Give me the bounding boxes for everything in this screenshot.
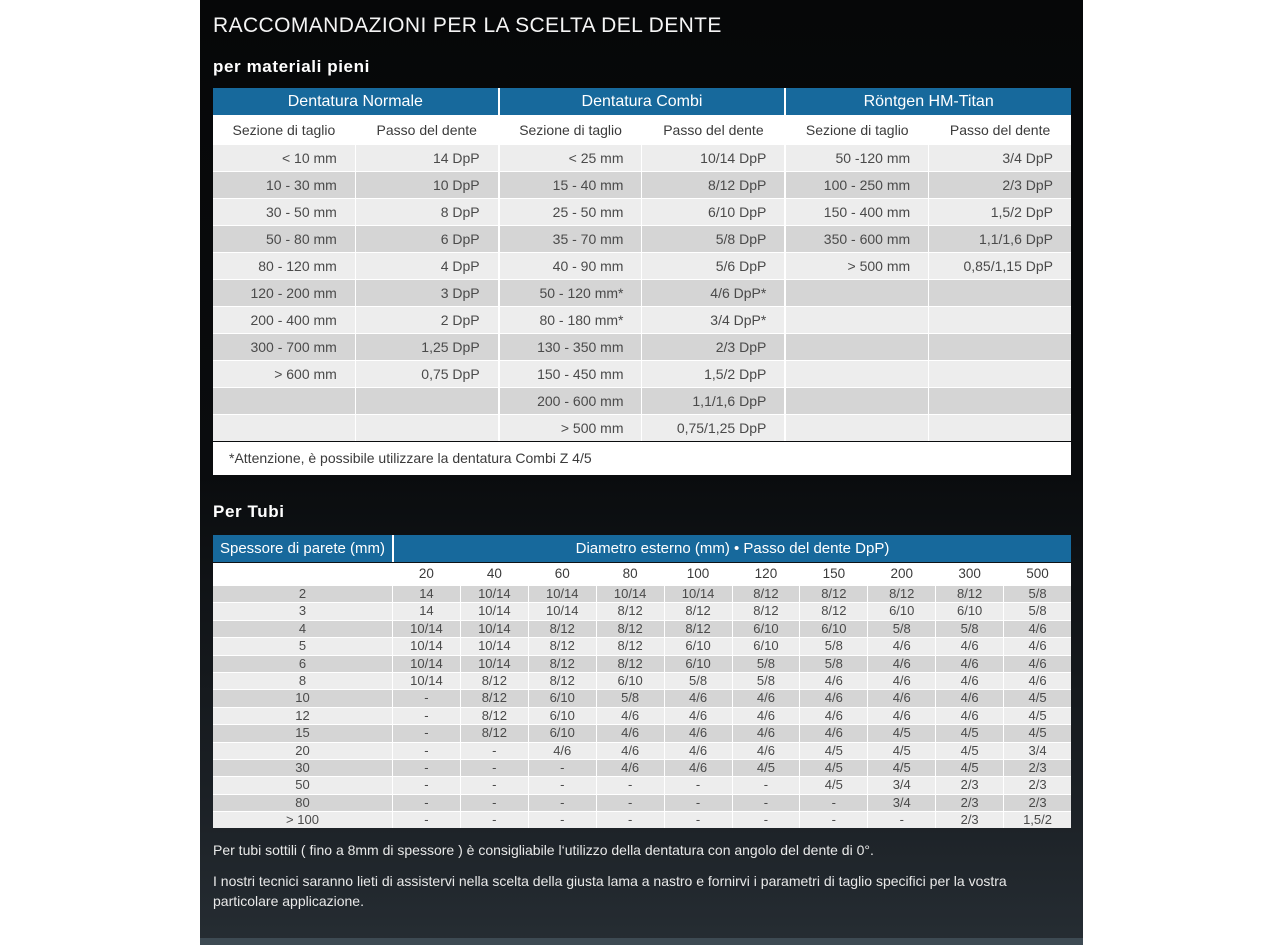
pitch-cell: 10 DpP	[356, 172, 498, 198]
section-range-cell	[786, 334, 928, 360]
pitch-cell: -	[461, 743, 528, 759]
pitch-cell: 4/5	[1004, 708, 1071, 724]
pitch-cell: 4/5	[800, 777, 867, 793]
pitch-cell: 10/14	[529, 603, 596, 619]
pitch-cell: 6/10	[936, 603, 1003, 619]
pitch-cell: 6/10	[529, 690, 596, 706]
section-range-cell	[786, 307, 928, 333]
thickness-cell: 50	[213, 777, 392, 793]
pitch-cell: 8/12 DpP	[642, 172, 784, 198]
pitch-cell: 8/12	[665, 603, 732, 619]
section-range-cell: 80 - 180 mm*	[500, 307, 642, 333]
tubes-table-body	[213, 563, 1071, 828]
pitch-cell: 10/14	[461, 621, 528, 637]
dentition-group-column	[786, 88, 1071, 441]
pitch-cell: -	[393, 708, 460, 724]
pitch-cell: 3/4	[868, 777, 935, 793]
pitch-cell: 5/8	[1004, 586, 1071, 602]
pitch-cell: 4/5	[868, 725, 935, 741]
pitch-cell: 6/10	[529, 708, 596, 724]
thickness-cell: 4	[213, 621, 392, 637]
thickness-cell: 10	[213, 690, 392, 706]
section-range-cell	[786, 280, 928, 306]
thickness-cell: 30	[213, 760, 392, 776]
pitch-cell: 4/6	[868, 638, 935, 654]
pitch-cell: 4/5	[936, 743, 1003, 759]
pitch-cell: 4/5	[1004, 690, 1071, 706]
pitch-cell: 4/6	[936, 690, 1003, 706]
pitch-cell: 8/12	[597, 603, 664, 619]
section-range-cell	[786, 361, 928, 387]
pitch-cell: 4/5	[733, 760, 800, 776]
thickness-cell: 2	[213, 586, 392, 602]
section-range-cell: 35 - 70 mm	[500, 226, 642, 252]
section-range-cell: 130 - 350 mm	[500, 334, 642, 360]
thickness-cell: 20	[213, 743, 392, 759]
section-range-cell	[786, 388, 928, 414]
pitch-cell: 6/10	[665, 656, 732, 672]
pitch-cell: 4/5	[868, 760, 935, 776]
pitch-cell: 2/3	[936, 777, 1003, 793]
pitch-cell: 8/12	[461, 725, 528, 741]
pitch-cell: -	[597, 812, 664, 828]
pitch-cell: 6/10	[733, 621, 800, 637]
section-range-cell: 350 - 600 mm	[786, 226, 928, 252]
section-range-cell	[213, 415, 355, 441]
pitch-cell: -	[529, 760, 596, 776]
pitch-cell: -	[733, 795, 800, 811]
pitch-cell: -	[665, 795, 732, 811]
pitch-cell	[929, 334, 1071, 360]
group-body	[213, 116, 498, 441]
pitch-cell: 2 DpP	[356, 307, 498, 333]
pitch-cell: 4/6	[868, 690, 935, 706]
tubes-table	[213, 535, 1071, 828]
pitch-cell: 6/10	[800, 621, 867, 637]
pitch-cell: 1,5/2 DpP	[929, 199, 1071, 225]
pitch-cell	[929, 388, 1071, 414]
diameter-column-header: 200	[868, 563, 935, 585]
pitch-cell: 1,1/1,6 DpP	[929, 226, 1071, 252]
column-header-section: Sezione di taglio	[786, 116, 928, 144]
section-range-cell: 50 - 120 mm*	[500, 280, 642, 306]
group-header: Dentatura Normale	[213, 88, 498, 115]
pitch-cell: 5/8	[800, 638, 867, 654]
pitch-cell: 8/12	[665, 621, 732, 637]
pitch-cell: 4/6	[1004, 638, 1071, 654]
pitch-cell: 6/10	[597, 673, 664, 689]
thickness-cell: 3	[213, 603, 392, 619]
pitch-cell: 4/6	[733, 708, 800, 724]
table-footnote: *Attenzione, è possibile utilizzare la dentatura Combi Z 4/5	[213, 442, 1071, 475]
pitch-cell: 10/14	[461, 586, 528, 602]
thickness-cell: 80	[213, 795, 392, 811]
pitch-cell: 4/6	[733, 725, 800, 741]
pitch-cell: 5/8 DpP	[642, 226, 784, 252]
pitch-cell: 8/12	[868, 586, 935, 602]
pitch-cell: 6/10	[868, 603, 935, 619]
diameter-column-header: 40	[461, 563, 528, 585]
section-range-cell: 150 - 450 mm	[500, 361, 642, 387]
pitch-cell: 4/6	[936, 656, 1003, 672]
pitch-cell: 0,75/1,25 DpP	[642, 415, 784, 441]
pitch-cell: 14	[393, 603, 460, 619]
pitch-cell: 2/3	[1004, 777, 1071, 793]
pitch-cell: -	[393, 725, 460, 741]
pitch-cell: 10/14	[461, 656, 528, 672]
diameter-column-header: 60	[529, 563, 596, 585]
section-heading-solid-materials: per materiali pieni	[213, 57, 370, 76]
pitch-cell: -	[868, 812, 935, 828]
pitch-cell: 4/6	[665, 760, 732, 776]
pitch-cell: 4/6	[868, 656, 935, 672]
pitch-cell: -	[461, 777, 528, 793]
pitch-cell: 8/12	[461, 690, 528, 706]
diameter-column-header: 500	[1004, 563, 1071, 585]
pitch-cell: 4/6	[529, 743, 596, 759]
pitch-cell: 8/12	[529, 621, 596, 637]
section-range-cell: 15 - 40 mm	[500, 172, 642, 198]
pitch-cell: 10/14	[393, 621, 460, 637]
pitch-cell: 8/12	[529, 656, 596, 672]
pitch-cell: -	[733, 812, 800, 828]
pitch-cell: 4/6	[1004, 673, 1071, 689]
pitch-cell	[929, 415, 1071, 441]
pitch-cell: -	[597, 777, 664, 793]
section-range-cell	[786, 415, 928, 441]
pitch-cell: 4/6	[733, 743, 800, 759]
pitch-cell: 4/5	[800, 760, 867, 776]
pitch-cell: 8/12	[936, 586, 1003, 602]
pitch-cell: 4/6	[800, 725, 867, 741]
diameter-column-header: 120	[733, 563, 800, 585]
page-title: RACCOMANDAZIONI PER LA SCELTA DEL DENTE	[213, 14, 722, 37]
pitch-cell: 4/6	[800, 690, 867, 706]
tubes-table-header	[213, 535, 1071, 562]
diameter-column-header: 100	[665, 563, 732, 585]
section-range-cell: > 600 mm	[213, 361, 355, 387]
section-range-cell: 10 - 30 mm	[213, 172, 355, 198]
diameter-column-header: 300	[936, 563, 1003, 585]
dentition-group-column	[500, 88, 785, 441]
pitch-cell	[929, 361, 1071, 387]
pitch-cell: 8/12	[529, 673, 596, 689]
section-range-cell: 300 - 700 mm	[213, 334, 355, 360]
pitch-cell: -	[665, 812, 732, 828]
pitch-cell: 2/3	[1004, 760, 1071, 776]
pitch-cell	[356, 415, 498, 441]
pitch-cell: 5/6 DpP	[642, 253, 784, 279]
pitch-cell: 4/6	[936, 673, 1003, 689]
pitch-cell: 14	[393, 586, 460, 602]
pitch-cell: 4/5	[868, 743, 935, 759]
pitch-cell: -	[393, 760, 460, 776]
pitch-cell: 5/8	[800, 656, 867, 672]
pitch-cell: 10/14	[393, 673, 460, 689]
pitch-cell: 4/6	[597, 760, 664, 776]
pitch-cell: 5/8	[733, 673, 800, 689]
section-range-cell: 150 - 400 mm	[786, 199, 928, 225]
pitch-cell: 4/6	[800, 673, 867, 689]
thickness-cell: 8	[213, 673, 392, 689]
pitch-cell: 4/5	[800, 743, 867, 759]
column-header-section: Sezione di taglio	[213, 116, 355, 144]
pitch-cell: 4/5	[1004, 725, 1071, 741]
thickness-cell: 5	[213, 638, 392, 654]
pitch-cell: 3/4 DpP	[929, 145, 1071, 171]
pitch-cell: 1,5/2 DpP	[642, 361, 784, 387]
pitch-cell: 10/14	[393, 638, 460, 654]
pitch-cell: 5/8	[733, 656, 800, 672]
pitch-cell: -	[461, 760, 528, 776]
pitch-cell: -	[393, 690, 460, 706]
group-body	[500, 116, 785, 441]
group-header: Dentatura Combi	[500, 88, 785, 115]
pitch-cell: 3 DpP	[356, 280, 498, 306]
pitch-cell: 14 DpP	[356, 145, 498, 171]
pitch-cell: 8/12	[733, 586, 800, 602]
pitch-cell: 4/6	[733, 690, 800, 706]
pitch-cell: 8/12	[597, 656, 664, 672]
pitch-cell: -	[800, 812, 867, 828]
pitch-cell: 4/6	[665, 725, 732, 741]
pitch-cell: 2/3 DpP	[642, 334, 784, 360]
pitch-cell: 2/3	[936, 812, 1003, 828]
pitch-cell: 4 DpP	[356, 253, 498, 279]
pitch-cell: 4/6	[936, 708, 1003, 724]
diameter-column-header: 80	[597, 563, 664, 585]
pitch-cell: 8/12	[800, 603, 867, 619]
section-range-cell: 30 - 50 mm	[213, 199, 355, 225]
pitch-cell: -	[529, 812, 596, 828]
outer-diameter-banner: Diametro esterno (mm) • Passo del dente DpP)	[394, 535, 1071, 562]
dentition-group-column	[213, 88, 498, 441]
pitch-cell: 10/14	[597, 586, 664, 602]
section-range-cell: 80 - 120 mm	[213, 253, 355, 279]
pitch-cell: 8/12	[461, 673, 528, 689]
column-header-pitch: Passo del dente	[642, 116, 784, 144]
section-range-cell: 50 -120 mm	[786, 145, 928, 171]
pitch-cell: 4/6	[665, 743, 732, 759]
section-range-cell: < 25 mm	[500, 145, 642, 171]
pitch-cell: 3/4	[1004, 743, 1071, 759]
pitch-cell: -	[665, 777, 732, 793]
bottom-accent-bar	[200, 938, 1083, 945]
pitch-cell: 4/6	[936, 638, 1003, 654]
pitch-cell: 10/14	[393, 656, 460, 672]
column-header-pitch: Passo del dente	[929, 116, 1071, 144]
pitch-cell: 10/14	[461, 638, 528, 654]
dark-panel	[200, 0, 1083, 945]
pitch-cell: 6/10 DpP	[642, 199, 784, 225]
pitch-cell: 6/10	[529, 725, 596, 741]
section-range-cell: 200 - 400 mm	[213, 307, 355, 333]
section-range-cell: 50 - 80 mm	[213, 226, 355, 252]
pitch-cell: 8 DpP	[356, 199, 498, 225]
pitch-cell: -	[733, 777, 800, 793]
pitch-cell: 4/5	[936, 725, 1003, 741]
pitch-cell: -	[597, 795, 664, 811]
thickness-cell: 12	[213, 708, 392, 724]
thickness-cell: 15	[213, 725, 392, 741]
pitch-cell: 0,85/1,15 DpP	[929, 253, 1071, 279]
pitch-cell: -	[529, 777, 596, 793]
thickness-cell: 6	[213, 656, 392, 672]
pitch-cell: 5/8	[1004, 603, 1071, 619]
pitch-cell: 3/4 DpP*	[642, 307, 784, 333]
section-range-cell: 120 - 200 mm	[213, 280, 355, 306]
pitch-cell: 1,5/2	[1004, 812, 1071, 828]
pitch-cell: 2/3 DpP	[929, 172, 1071, 198]
wall-thickness-header: Spessore di parete (mm)	[213, 535, 392, 562]
pitch-cell: 10/14	[461, 603, 528, 619]
pitch-cell: 4/6	[1004, 656, 1071, 672]
pitch-cell: 6/10	[733, 638, 800, 654]
section-range-cell: 25 - 50 mm	[500, 199, 642, 225]
pitch-cell: 10/14	[529, 586, 596, 602]
pitch-cell: 4/6	[1004, 621, 1071, 637]
section-range-cell: < 10 mm	[213, 145, 355, 171]
solid-materials-table	[213, 88, 1071, 475]
pitch-cell: 8/12	[597, 621, 664, 637]
pitch-cell: -	[461, 795, 528, 811]
pitch-cell: 4/6	[665, 708, 732, 724]
pitch-cell: 4/6	[597, 743, 664, 759]
section-range-cell: > 500 mm	[500, 415, 642, 441]
diameter-column-header: 20	[393, 563, 460, 585]
section-range-cell	[213, 388, 355, 414]
note-technicians: I nostri tecnici saranno lieti di assistervi nella scelta della giusta lama a nastro e fornirvi i parametri di taglio specifici per la vostra particolare applicazione.	[213, 873, 1007, 909]
section-range-cell: > 500 mm	[786, 253, 928, 279]
pitch-cell: 8/12	[597, 638, 664, 654]
pitch-cell: 2/3	[1004, 795, 1071, 811]
pitch-cell: 3/4	[868, 795, 935, 811]
pitch-cell: 4/6	[868, 673, 935, 689]
pitch-cell: 4/5	[936, 760, 1003, 776]
pitch-cell: 4/6	[665, 690, 732, 706]
thickness-cell: > 100	[213, 812, 392, 828]
column-header-section: Sezione di taglio	[500, 116, 642, 144]
pitch-cell	[929, 280, 1071, 306]
pitch-cell: -	[393, 795, 460, 811]
section-range-cell: 40 - 90 mm	[500, 253, 642, 279]
pitch-cell: 5/8	[597, 690, 664, 706]
pitch-cell: 4/6	[597, 708, 664, 724]
pitch-cell: 2/3	[936, 795, 1003, 811]
pitch-cell: 4/6	[597, 725, 664, 741]
note-thin-tubes: Per tubi sottili ( fino a 8mm di spessore ) è consigliabile l‘utilizzo della dentatura con angolo del dente di 0°.	[213, 842, 874, 858]
group-header: Röntgen HM-Titan	[786, 88, 1071, 115]
pitch-cell: 4/6	[800, 708, 867, 724]
pitch-cell: 8/12	[733, 603, 800, 619]
pitch-cell: 5/8	[665, 673, 732, 689]
pitch-cell: 6/10	[665, 638, 732, 654]
section-heading-tubes: Per Tubi	[213, 502, 285, 521]
pitch-cell: 8/12	[461, 708, 528, 724]
pitch-cell: -	[393, 777, 460, 793]
pitch-cell: -	[800, 795, 867, 811]
pitch-cell: 10/14 DpP	[642, 145, 784, 171]
pitch-cell	[929, 307, 1071, 333]
diameter-column-header: 150	[800, 563, 867, 585]
pitch-cell: 5/8	[868, 621, 935, 637]
corner-cell	[213, 563, 392, 585]
pitch-cell: -	[393, 812, 460, 828]
pitch-cell	[356, 388, 498, 414]
group-body	[786, 116, 1071, 441]
section-range-cell: 200 - 600 mm	[500, 388, 642, 414]
pitch-cell: 1,25 DpP	[356, 334, 498, 360]
pitch-cell: 4/6	[868, 708, 935, 724]
column-header-pitch: Passo del dente	[356, 116, 498, 144]
pitch-cell: 1,1/1,6 DpP	[642, 388, 784, 414]
pitch-cell: 0,75 DpP	[356, 361, 498, 387]
pitch-cell: 8/12	[529, 638, 596, 654]
pitch-cell: 5/8	[936, 621, 1003, 637]
pitch-cell: -	[393, 743, 460, 759]
solid-table-groups	[213, 88, 1071, 441]
pitch-cell: 6 DpP	[356, 226, 498, 252]
pitch-cell: -	[461, 812, 528, 828]
pitch-cell: 10/14	[665, 586, 732, 602]
pitch-cell: -	[529, 795, 596, 811]
pitch-cell: 8/12	[800, 586, 867, 602]
section-range-cell: 100 - 250 mm	[786, 172, 928, 198]
pitch-cell: 4/6 DpP*	[642, 280, 784, 306]
